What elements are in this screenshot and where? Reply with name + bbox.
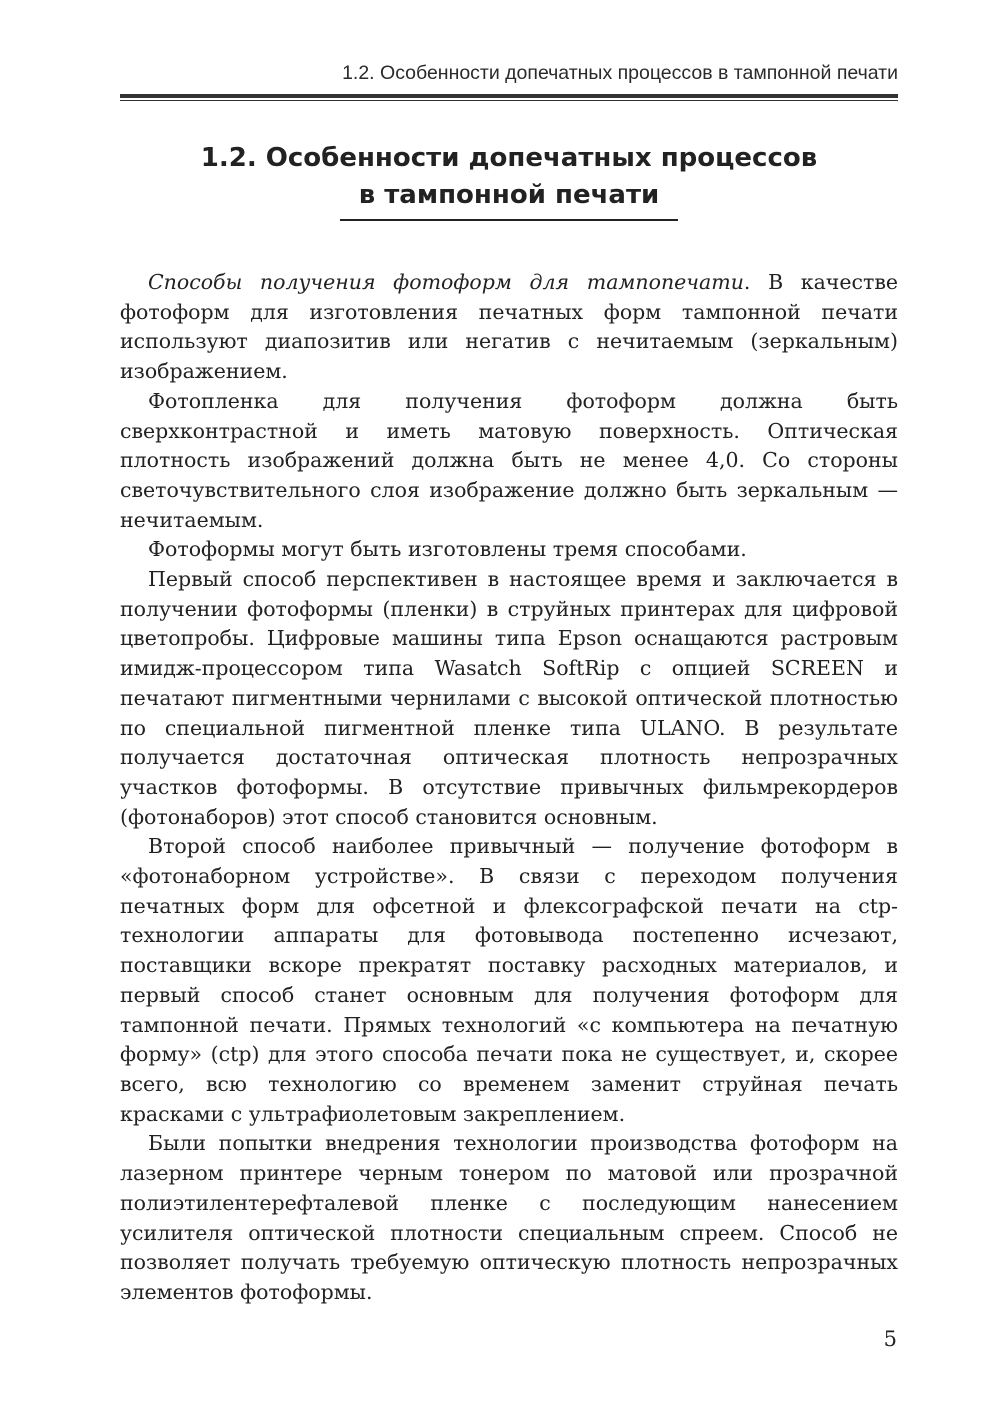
paragraph-1-text: . В качестве фотоформ для изготовления печатных форм тампонной печати используют диапозитив или негатив с нечитаемым (зеркальным) изображением.	[120, 270, 898, 384]
header-rule	[120, 94, 898, 98]
paragraph-1-lead: Способы получения фотоформ для тампопечати	[148, 270, 744, 294]
running-header: 1.2. Особенности допечатных процессов в тампонной печати	[342, 62, 898, 84]
paragraph-5: Второй способ наиболее привычный — получение фотоформ в «фотонаборном устройстве». В связи с переходом получения печатных форм для офсетной и флексографской печати на ctp-технологии аппараты для фотовывода постепенно исчезают, поставщики вскоре прекратят поставку расходных материалов, и первый способ станет основным для получения фотоформ для тампонной печати. Прямых технологий «с компьютера на печатную форму» (ctp) для этого способа печати пока не существует, и, скорее всего, всю технологию со временем заменит струйная печать красками с ультрафиолетовым закреплением.	[120, 834, 898, 1126]
section-title-line-2: в тампонной печати	[358, 180, 660, 210]
paragraph-6: Были попытки внедрения технологии производства фотоформ на лазерном принтере черным тонером по матовой или прозрачной полиэтилентерефталевой пленке с последующим нанесением усилителя оптической плотности специальным спреем. Способ не позволяет получать требуемую оптическую плотность непрозрачных элементов фотоформы.	[120, 1131, 898, 1304]
body-text	[120, 268, 898, 1308]
paragraph-1	[120, 268, 898, 387]
paragraph-4: Первый способ перспективен в настоящее время и заключается в получении фотоформы (пленки) в струйных принтерах для цифровой цветопробы. Цифровые машины типа Epson оснащаются растровым имидж-процессором типа Wasatch SoftRip с опцией SCREEN и печатают пигментными чернилами с высокой оптической плотностью по специальной пигментной пленке типа ULANO. В результате получается достаточная оптическая плотность непрозрачных участков фотоформы. В отсутствие привычных фильмрекордеров (фотонаборов) этот способ становится основным.	[120, 567, 898, 829]
page-number: 5	[883, 1327, 897, 1351]
section-title-line-1: 1.2. Особенности допечатных процессов	[200, 143, 818, 173]
paragraph-2: Фотопленка для получения фотоформ должна быть сверхконтрастной и иметь матовую поверхность. Оптическая плотность изображений должна быть не менее 4,0. Со стороны светочувствительного слоя изображение должно быть зеркальным — нечитаемым.	[120, 388, 898, 532]
section-title	[120, 140, 898, 214]
paragraph-3: Фотоформы могут быть изготовлены тремя способами.	[148, 537, 747, 562]
title-underline	[340, 219, 678, 221]
